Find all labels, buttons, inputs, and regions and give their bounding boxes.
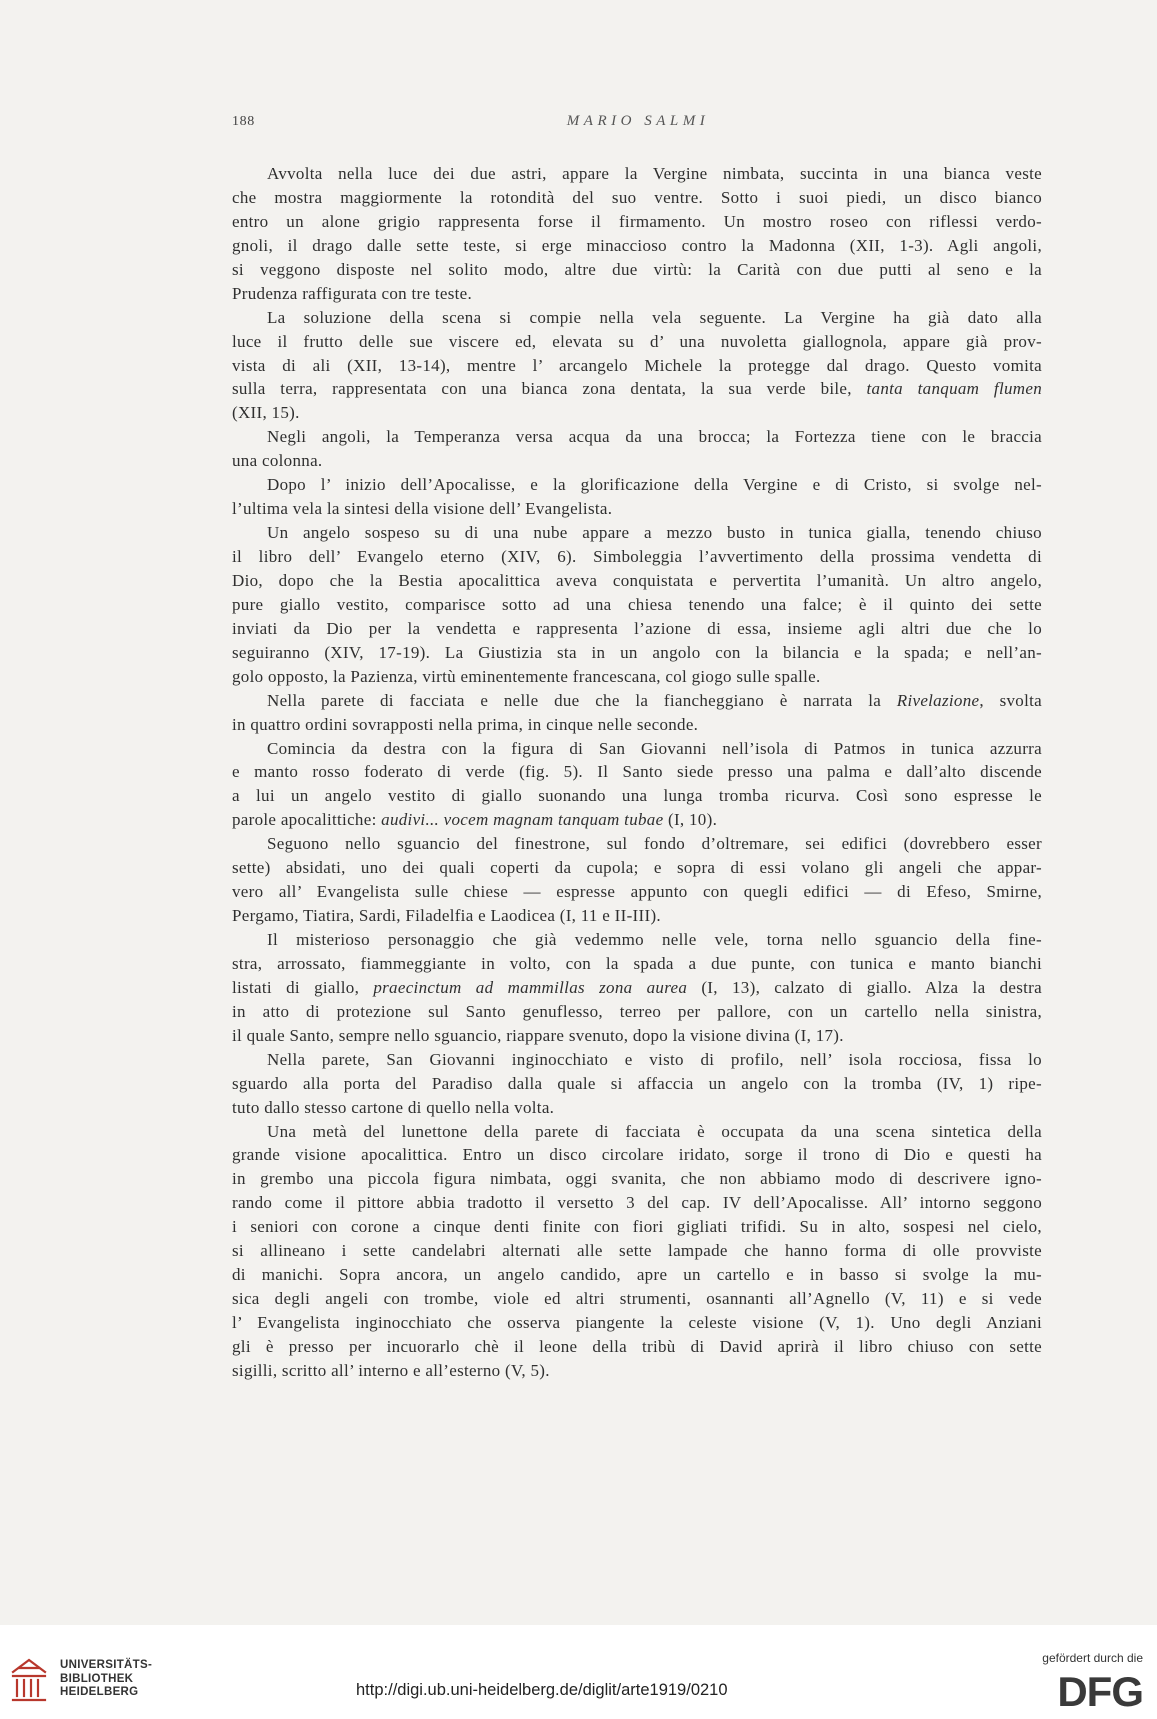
text-run: il quale Santo, sempre nello sguancio, riappare svenuto, dopo la visione divina (I, 17). <box>232 1025 844 1045</box>
source-url: http://digi.ub.uni-heidelberg.de/diglit/arte1919/0210 <box>356 1681 728 1699</box>
text-line <box>232 832 1042 856</box>
text-run: gnoli, il drago dalle sette teste, si erge minaccioso contro la Madonna (XII, 1-3). Agli angoli, <box>232 235 1042 255</box>
paragraph <box>232 928 1042 1048</box>
text-run: sigilli, scritto all’ interno e all’esterno (V, 5). <box>232 1360 550 1380</box>
text-line <box>232 976 1042 1000</box>
text-line <box>232 928 1042 952</box>
text-line <box>232 354 1042 378</box>
text-run: Un angelo sospeso su di una nube appare a mezzo busto in tunica gialla, tenendo chiuso <box>267 523 1042 543</box>
text-line <box>232 234 1042 258</box>
italic-text: tanta tanquam flumen <box>866 379 1042 399</box>
text-line <box>232 641 1042 665</box>
text-line <box>232 425 1042 449</box>
text-line <box>232 1311 1042 1335</box>
library-name <box>60 1659 152 1700</box>
text-line <box>232 593 1042 617</box>
text-run: parole apocalittiche: <box>232 810 382 830</box>
text-line <box>232 569 1042 593</box>
text-line <box>232 282 1042 306</box>
italic-text: praecinctum ad mammillas zona aurea <box>373 977 688 997</box>
page-number: 188 <box>232 114 255 129</box>
italic-text: Rivelazione <box>896 690 980 710</box>
text-run: Il misterioso personaggio che già vedemmo nelle vele, torna nello sguancio della fine- <box>267 930 1042 949</box>
text-line <box>232 1239 1042 1263</box>
text-run: Dopo l’ inizio dell’Apocalisse, e la glorificazione della Vergine e di Cristo, si svolge nel- <box>267 475 1042 495</box>
text-run: e manto rosso foderato di verde (fig. 5). Il Santo siede presso una palma e dall’alto discende <box>232 762 1042 782</box>
text-line <box>232 904 1042 928</box>
text-run: si veggono disposte nel solito modo, altre due virtù: la Carità con due putti al seno e la <box>232 259 1042 279</box>
text-line <box>232 856 1042 880</box>
text-run: i seniori con corone a cinque denti finite con fiori gigliati trifidi. Su in alto, sospesi nel cielo, <box>232 1217 1042 1237</box>
text-line <box>232 473 1042 497</box>
text-line <box>232 377 1042 401</box>
dfg-logo: DFG <box>1057 1668 1143 1715</box>
text-run: Avvolta nella luce dei due astri, appare la Vergine nimbata, succinta in una bianca veste <box>267 164 1042 183</box>
text-line <box>232 1359 1042 1383</box>
text-run: Nella parete, San Giovanni inginocchiato e visto di profilo, nell’ isola rocciosa, fissa lo <box>267 1049 1042 1069</box>
text-line <box>232 617 1042 641</box>
library-name-line: HEIDELBERG <box>60 1686 139 1698</box>
text-line <box>232 449 1042 473</box>
text-run: pure giallo vestito, comparisce sotto ad una chiesa tenendo una falce; è il quinto dei sette <box>232 594 1042 614</box>
text-run: listati di giallo, <box>232 977 374 997</box>
text-line <box>232 1024 1042 1048</box>
text-run: di manichi. Sopra ancora, un angelo candido, apre un cartello e in basso si svolge la mu- <box>232 1265 1042 1285</box>
text-run: che mostra maggiormente la rotondità del suo ventre. Sotto i suoi piedi, un disco bianco <box>232 187 1042 207</box>
text-run: La soluzione della scena si compie nella vela seguente. La Vergine ha già dato alla <box>267 307 1042 327</box>
text-run: Nella parete di facciata e nelle due che la fiancheggiano è narrata la <box>267 690 897 710</box>
text-line <box>232 808 1042 832</box>
library-name-line: BIBLIOTHEK <box>60 1672 134 1685</box>
text-run: in grembo una piccola figura nimbata, oggi svanita, che non abbiamo modo di descrivere igno- <box>232 1169 1042 1189</box>
paragraph <box>232 473 1042 521</box>
text-line <box>232 330 1042 354</box>
text-run: una colonna. <box>232 451 323 471</box>
text-run: a lui un angelo vestito di giallo suonando una lunga tromba ricurva. Così sono espresse le <box>232 786 1042 806</box>
text-run: rando come il pittore abbia tradotto il versetto 3 del cap. IV dell’Apocalisse. All’ intorno seggono <box>232 1193 1042 1213</box>
text-run: vero all’ Evangelista sulle chiese — espresse appunto con quegli edifici — di Efeso, Smirne, <box>232 882 1042 902</box>
italic-text: audivi... vocem magnam tanquam tubae <box>381 810 664 830</box>
text-line <box>232 306 1042 330</box>
running-title: MARIO SALMI <box>566 113 710 129</box>
paragraph <box>232 1048 1042 1120</box>
text-run: inviati da Dio per la vendetta e rappresenta l’azione di essa, insieme agli altri due che lo <box>232 618 1042 638</box>
text-run: sguardo alla porta del Paradiso dalla quale si affaccia un angelo con la tromba (IV, 1) ripe- <box>232 1073 1042 1093</box>
text-run: Negli angoli, la Temperanza versa acqua da una brocca; la Fortezza tiene con le braccia <box>267 427 1042 447</box>
text-line <box>232 1167 1042 1191</box>
funding-note: gefördert durch die <box>1042 1651 1143 1665</box>
text-run: sulla terra, rappresentata con una bianca zona dentata, la sua verde bile, <box>232 379 867 399</box>
text-run: si allineano i sette candelabri alternati alle sette lampade che hanno forma di olle provviste <box>232 1241 1042 1261</box>
paragraph <box>232 737 1042 833</box>
text-run: Una metà del lunettone della parete di facciata è occupata da una scena sintetica della <box>267 1121 1042 1141</box>
text-run: , svolta <box>979 690 1042 710</box>
text-line <box>232 401 1042 425</box>
text-run: l’ultima vela la sintesi della visione dell’ Evangelista. <box>232 499 613 519</box>
text-line <box>232 1048 1042 1072</box>
text-line <box>232 497 1042 521</box>
text-run: golo opposto, la Pazienza, virtù eminentemente francescana, col giogo sulle spalle. <box>232 666 821 686</box>
paragraph <box>232 1120 1042 1383</box>
text-run: stra, arrossato, fiammeggiante in volto, con la spada a due punte, con tunica e manto bianchi <box>232 953 1042 973</box>
text-line <box>232 1072 1042 1096</box>
text-run: grande visione apocalittica. Entro un disco circolare iridato, sorge il trono di Dio e questi ha <box>232 1145 1042 1165</box>
text-line <box>232 1096 1042 1120</box>
text-run: gli è presso per incuorarlo chè il leone della tribù di David aprirà il libro chiuso con sette <box>232 1336 1042 1356</box>
paragraph <box>232 425 1042 473</box>
text-line <box>232 258 1042 282</box>
text-line <box>232 186 1042 210</box>
paragraph <box>232 689 1042 737</box>
text-run: tuto dallo stesso cartone di quello nella volta. <box>232 1097 555 1117</box>
text-line <box>232 760 1042 784</box>
text-line <box>232 1215 1042 1239</box>
text-line <box>232 1335 1042 1359</box>
text-line <box>232 545 1042 569</box>
body-text <box>232 162 1042 1383</box>
text-line <box>232 521 1042 545</box>
text-line <box>232 952 1042 976</box>
text-line <box>232 665 1042 689</box>
text-run: entro un alone grigio rappresenta forse il firmamento. Un mostro roseo con riflessi verdo- <box>232 211 1042 231</box>
text-run: in quattro ordini sovrapposti nella prima, in cinque nelle seconde. <box>232 714 699 734</box>
text-run: in atto di protezione sul Santo genuflesso, terreo per pallore, con un cartello nella sinistra, <box>232 1001 1042 1021</box>
text-line <box>232 1120 1042 1144</box>
paragraph <box>232 832 1042 928</box>
text-line <box>232 1000 1042 1024</box>
text-run: (I, 13), calzato di giallo. Alza la destra <box>687 977 1042 997</box>
text-line <box>232 737 1042 761</box>
text-run: l’ Evangelista inginocchiato che osserva piangente la celeste visione (V, 1). Uno degli Anziani <box>232 1313 1042 1332</box>
text-run: (I, 10). <box>663 810 718 830</box>
text-run: Dio, dopo che la Bestia apocalittica aveva conquistata e pervertita l’umanità. Un altro angelo, <box>232 570 1042 590</box>
heidelberg-library-logo-icon <box>9 1656 49 1704</box>
text-run: Prudenza raffigurata con tre teste. <box>232 283 473 303</box>
paragraph <box>232 521 1042 689</box>
text-run: luce il frutto delle sue viscere ed, elevata su d’ una nuvoletta giallognola, appare già prov- <box>232 331 1042 351</box>
text-line <box>232 1287 1042 1311</box>
text-run: Comincia da destra con la figura di San Giovanni nell’isola di Patmos in tunica azzurra <box>267 738 1042 758</box>
text-run: Pergamo, Tiatira, Sardi, Filadelfia e Laodicea (I, 11 e II-III). <box>232 906 661 926</box>
text-line <box>232 689 1042 713</box>
library-name-line: UNIVERSITÄTS- <box>60 1659 153 1671</box>
text-run: (XII, 15). <box>232 403 300 423</box>
text-line <box>232 1191 1042 1215</box>
text-run: Seguono nello sguancio del finestrone, sul fondo d’oltremare, sei edifici (dovrebbero esser <box>267 834 1042 854</box>
text-line <box>232 880 1042 904</box>
text-line <box>232 1263 1042 1287</box>
text-run: vista di ali (XII, 13-14), mentre l’ arcangelo Michele la protegge dal drago. Questo vomita <box>232 355 1042 375</box>
paragraph <box>232 306 1042 426</box>
paragraph <box>232 162 1042 306</box>
text-line <box>232 210 1042 234</box>
text-run: seguiranno (XIV, 17-19). La Giustizia sta in un angolo con la bilancia e la spada; e nell’an- <box>232 642 1042 662</box>
text-run: sette) absidati, uno dei quali coperti da cupola; e sopra di essi volano gli angeli che appar- <box>232 858 1042 878</box>
text-line <box>232 162 1042 186</box>
text-run: il libro dell’ Evangelo eterno (XIV, 6). Simboleggia l’avvertimento della prossima vendetta di <box>232 547 1042 566</box>
text-run: sica degli angeli con trombe, viole ed altri strumenti, osannanti all’Agnello (V, 11) e si vede <box>232 1289 1042 1309</box>
text-line <box>232 1143 1042 1167</box>
text-line <box>232 784 1042 808</box>
text-line <box>232 713 1042 737</box>
